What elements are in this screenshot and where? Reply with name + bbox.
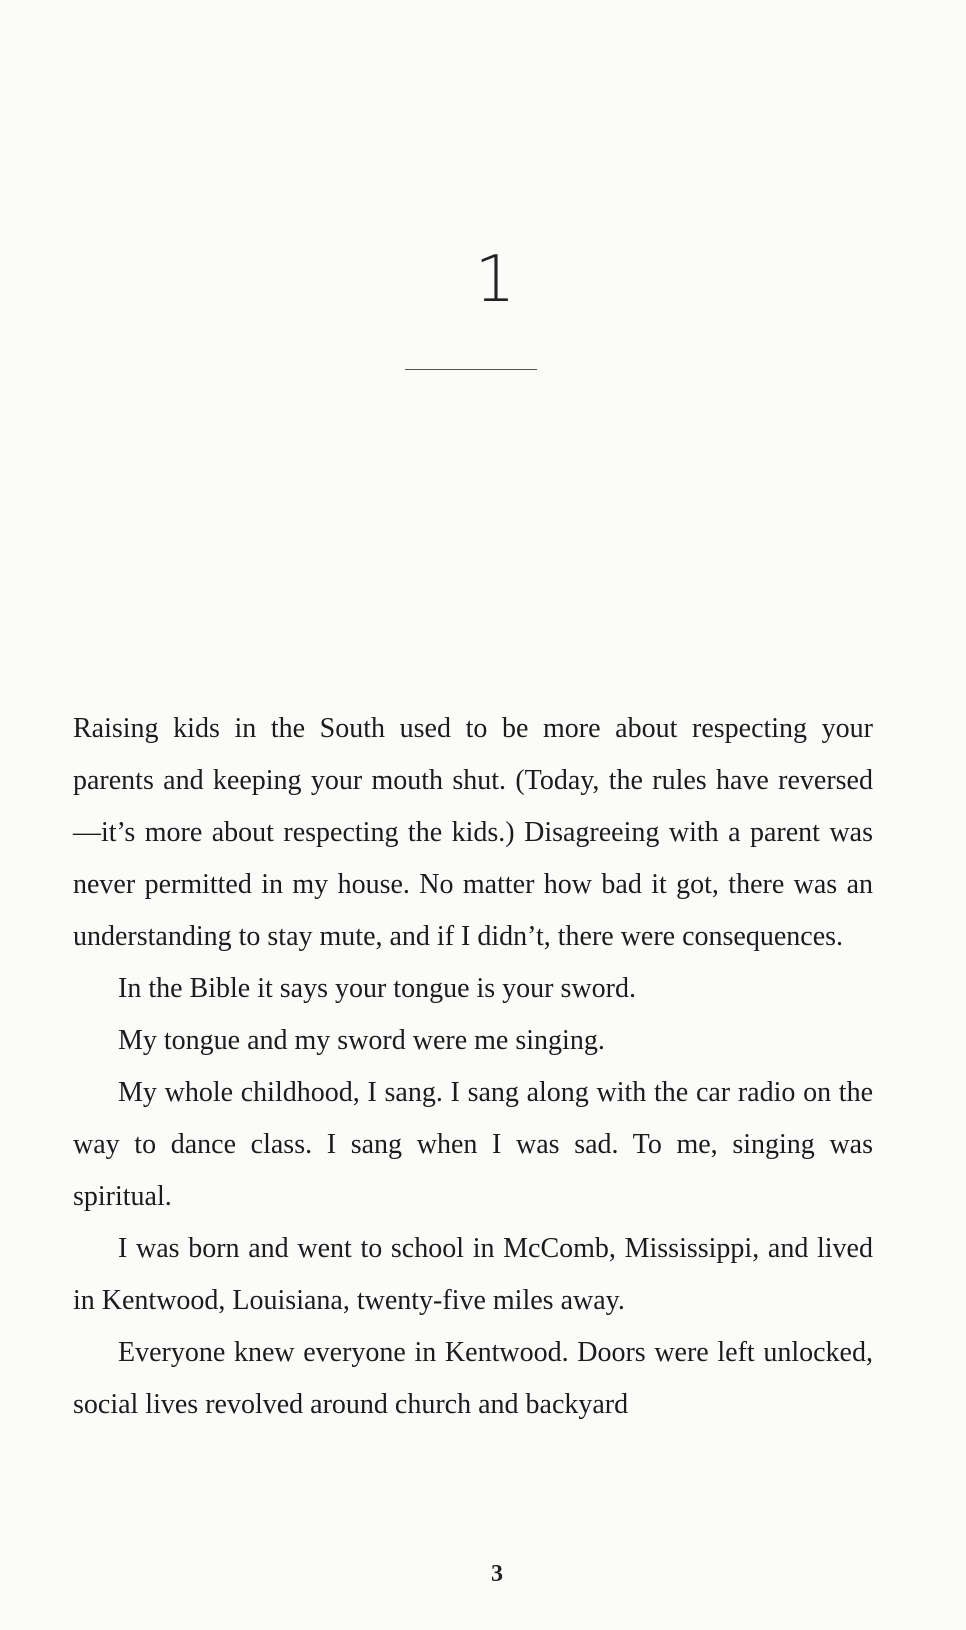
chapter-divider	[405, 369, 537, 370]
body-text	[73, 703, 873, 1431]
paragraph: Everyone knew everyone in Kentwood. Doors were left unlocked, social lives revolved around church and backyard	[73, 1337, 873, 1420]
page-number: 3	[491, 1561, 503, 1587]
paragraph: Raising kids in the South used to be more about respecting your parents and keeping your mouth shut. (Today, the rules have reversed—it’s more about respecting the kids.) Disagreeing with a parent was never permitted in my house. No matter how bad it got, there was an understanding to stay mute, and if I didn’t, there were consequences.	[73, 713, 873, 952]
chapter-number: 1	[474, 243, 516, 317]
paragraph: In the Bible it says your tongue is your sword.	[118, 973, 636, 1004]
paragraph: My whole childhood, I sang. I sang along with the car radio on the way to dance class. I sang when I was sad. To me, singing was spiritual.	[73, 1077, 873, 1212]
paragraph: I was born and went to school in McComb, Mississippi, and lived in Kentwood, Louisiana, twenty-five miles away.	[73, 1233, 873, 1316]
paragraph: My tongue and my sword were me singing.	[118, 1025, 605, 1056]
